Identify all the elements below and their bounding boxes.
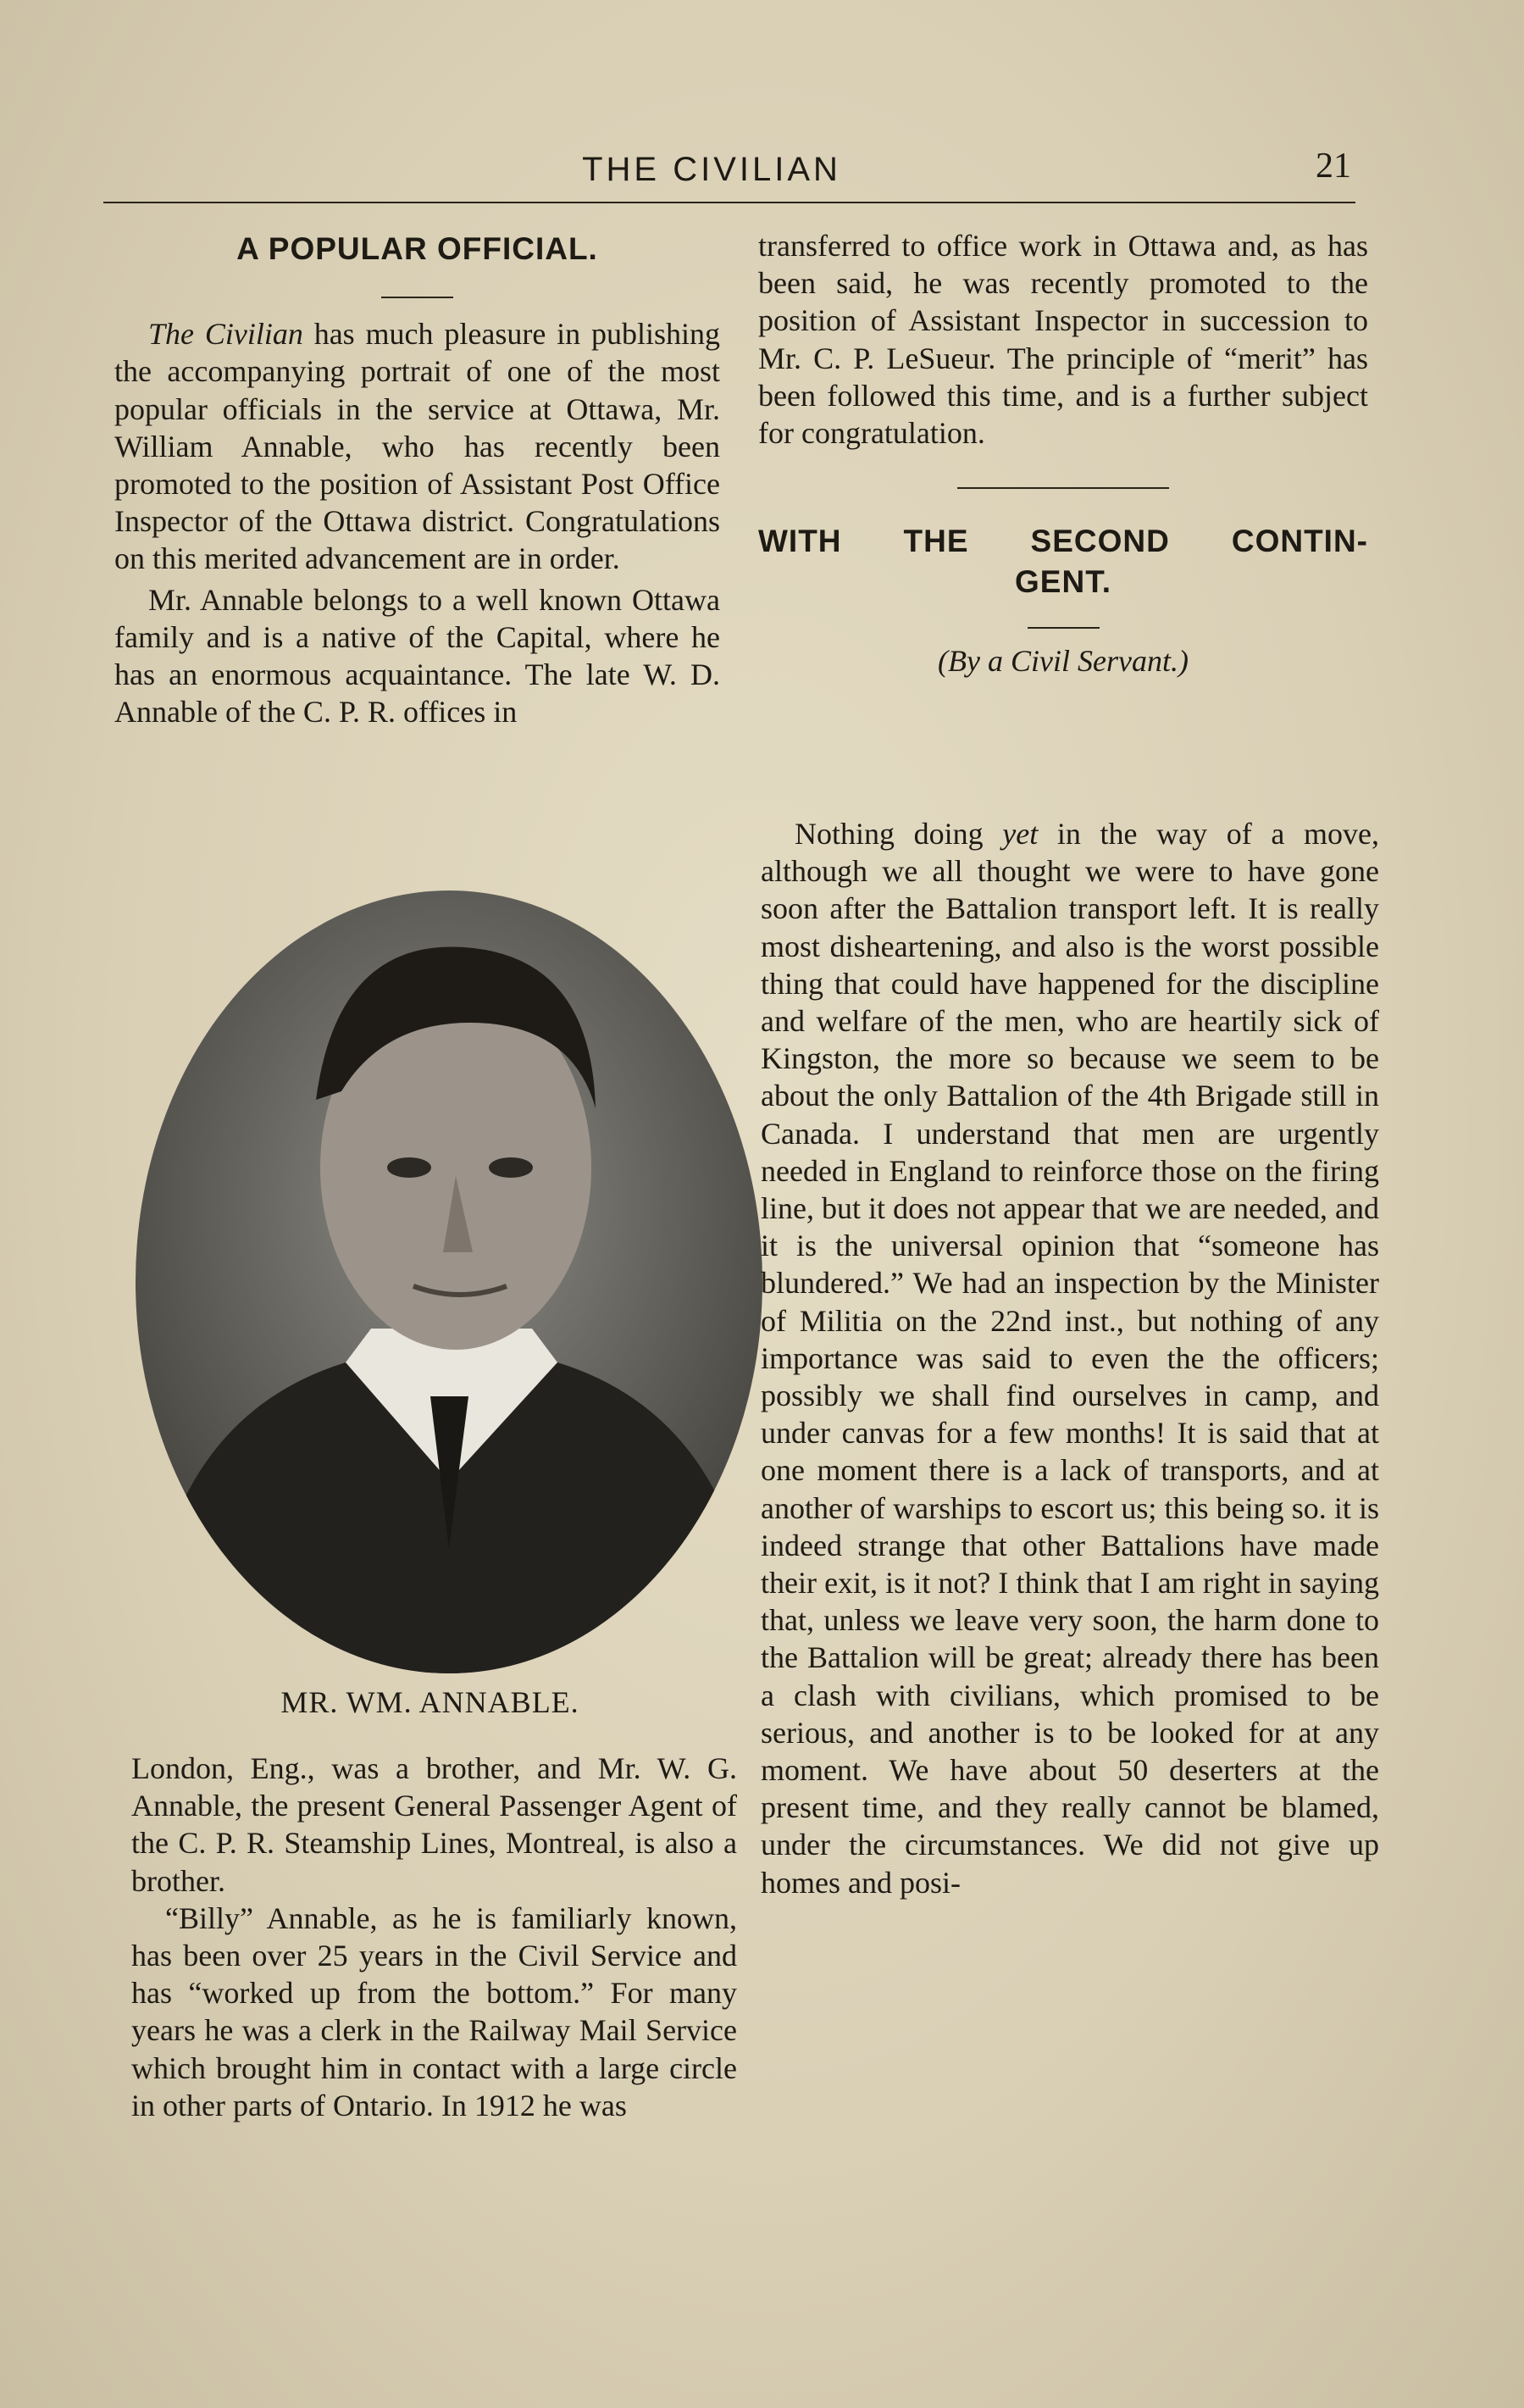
paragraph-continuation: transferred to office work in Ottawa and, as has been said, he was recently promoted to the position of Assistant Inspector in succession to Mr. C. P. LeSueur. The principle of “merit” has been followed this time, and is a further subject for congratulation. (758, 229, 1368, 451)
paragraph-contingent (761, 815, 1379, 1901)
paragraph-intro-text: has much pleasure in publishing the accompanying portrait of one of the most popular officials in the service at Ottawa, Mr. William Annable, who has recently been promoted to the position of Assistant Post Office Inspector of the Ottawa district. Congratulations on this merited advancement are in order. (114, 317, 721, 576)
paragraph-intro (114, 315, 720, 577)
article-heading-popular-official: A POPULAR OFFICIAL. (236, 231, 598, 266)
header-rule (103, 202, 1355, 203)
right-column-lower (761, 815, 1379, 1901)
article-heading-second-contingent-line1: WITH THE SECOND CONTIN- (758, 524, 1368, 559)
byline: (By a Civil Servant.) (938, 643, 1189, 678)
paragraph-brothers: London, Eng., was a brother, and Mr. W. G. Annable, the present General Passenger Agent of the C. P. R. Steamship Lines, Montreal, is also a brother. (131, 1751, 737, 1898)
paragraph-billy: “Billy” Annable, as he is familiarly known, has been over 25 years in the Civil Service and has “worked up from the bottom.” For many years he was a clerk in the Railway Mail Service which brought him in contact with a large circle in other parts of Ontario. In 1912 he was (131, 1900, 737, 2122)
publication-name: The Civilian (148, 317, 303, 352)
page-number: 21 (1316, 147, 1351, 186)
paragraph-contingent-text: in the way of a move, although we all thought we were to have gone soon after the Battalion transport left. It is really most disheartening, and also is the worst possible thing that could have happened for the discipline and welfare of the men, who are heartily sick of Kingston, the more so because we seem to be about the only Battalion of the 4th Brigade still in Canada. I understand that men are urgently needed in England to reinforce those on the firing line, but it does not appear that we are needed, and it is the universal opinion that “someone has blundered.” We had an inspection by the Minister of Militia on the 22nd inst., but nothing of any importance was said to even the the officers; possibly we shall find ourselves in camp, and under canvas for a few months! It is said that at one moment there is a lack of transports, and at another of warships to escort us; this being so. it is indeed strange that other Battalions have made their exit, is it not? I think that I am right in saying that, unless we leave very soon, the harm done to the Battalion will be great; already there has been a clash with civilians, which promised to be serious, and another is to be looked for at any moment. We have about 50 deserters at the present time, and they really cannot be blamed, under the circumstances. We did not give up homes and posi- (761, 817, 1379, 1900)
paragraph-family: Mr. Annable belongs to a well known Ottawa family and is a native of the Capital, where he has an enormous acquaintance. The late W. D. Annable of the C. P. R. offices in (114, 582, 720, 730)
portrait-photo (134, 888, 765, 1676)
paragraph-contingent-start: Nothing doing (795, 817, 1003, 851)
article-heading-second-contingent-line2: GENT. (1015, 564, 1111, 600)
left-column-lower (131, 1750, 737, 2124)
left-column-upper (114, 230, 720, 730)
emphasis-yet: yet (1002, 817, 1039, 851)
portrait-caption: MR. WM. ANNABLE. (280, 1685, 579, 1719)
running-head-title: THE CIVILIAN (582, 151, 841, 188)
right-column-upper (758, 227, 1368, 680)
